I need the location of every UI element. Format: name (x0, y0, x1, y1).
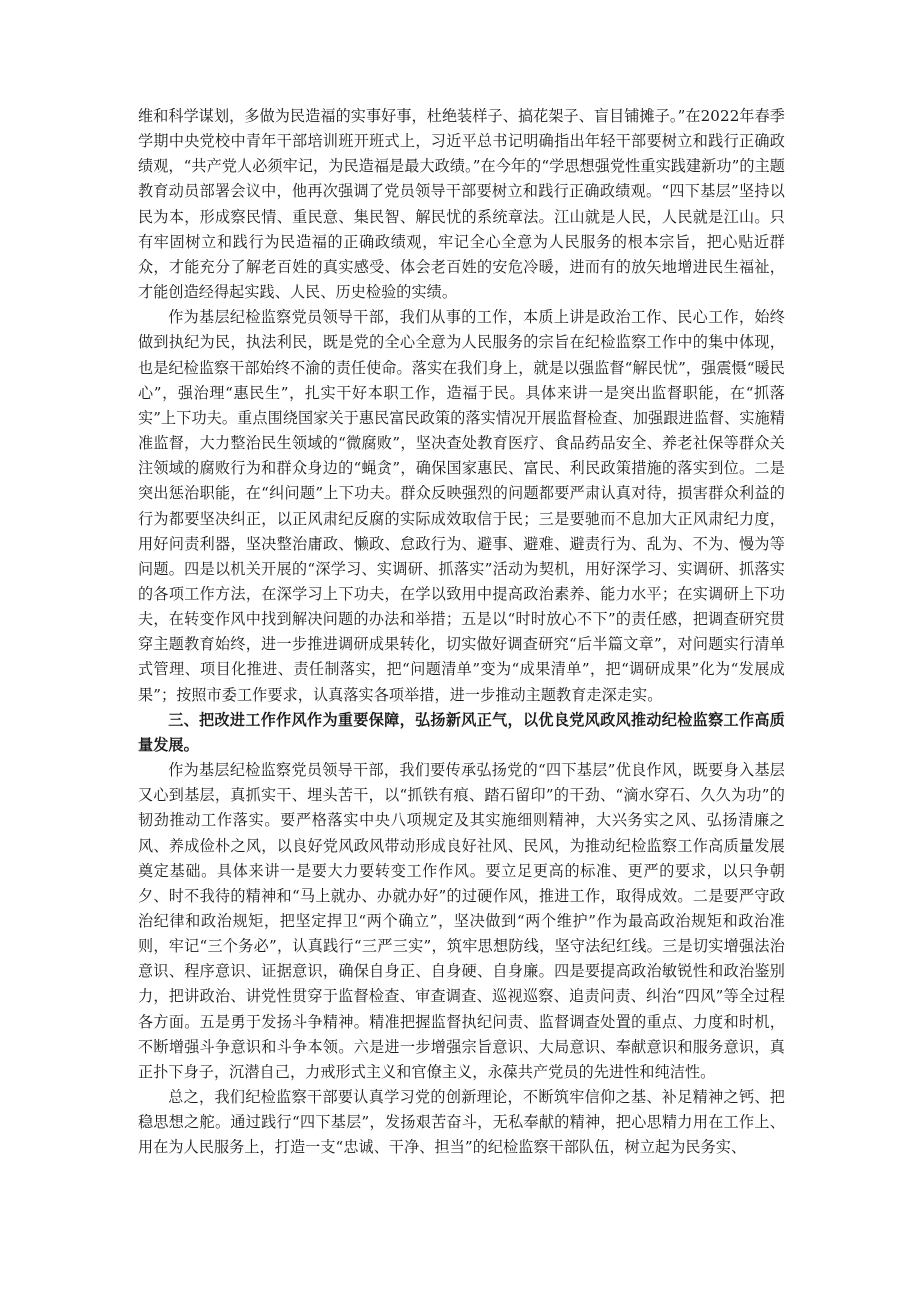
paragraph-work-style: 作为基层纪检监察党员领导干部，我们要传承弘扬党的“四下基层”优良作风，既要身入基层又心到基层，真抓实干、埋头苦干，以“抓铁有痕、踏石留印”的干劲、“滴水穿石、久久为功”的韧劲推动工作落实。要严格落实中央八项规定及其实施细则精神，大兴务实之风、弘扬清廉之风、养成俭朴之风，以良好党风政风带动形成良好社风、民风，为推动纪检监察工作高质量发展奠定基础。具体来讲一是要大力要转变工作作风。要立足更高的标准、更严的要求，以只争朝夕、时不我待的精神和“马上就办、办就办好”的过硬作风，推进工作，取得成效。二是要严守政治纪律和政治规矩，把坚定捍卫“两个确立”，坚决做到“两个维护”作为最高政治规矩和政治准则，牢记“三个务必”，认真践行“三严三实”，筑牢思想防线，坚守法纪红线。三是切实增强法治意识、程序意识、证据意识，确保自身正、自身硬、自身廉。四是要提高政治敏锐性和政治鉴别力，把讲政治、讲党性贯穿于监督检查、审查调查、巡视巡察、追责问责、纠治“四风”等全过程各方面。五是勇于发扬斗争精神。精准把握监督执纪问责、监督调查处置的重点、力度和时机，不断增强斗争意识和斗争本领。六是进一步增强宗旨意识、大局意识、奉献意识和服务意识，真正扑下身子，沉潜自己，力戒形式主义和官僚主义，永葆共产党员的先进性和纯洁性。 (138, 761, 785, 1081)
paragraph-conclusion: 总之，我们纪检监察干部要认真学习党的创新理论，不断筑牢信仰之基、补足精神之钙、把稳思想之舵。通过践行“四下基层”，发扬艰苦奋斗，无私奉献的精神，把心思精力用在工作上、用在为人民服务上，打造一支“忠诚、干净、担当”的纪检监察干部队伍，树立起为民务实、 (138, 1088, 785, 1157)
paragraph-continuation: 维和科学谋划，多做为民造福的实事好事，杜绝装样子、搞花架子、盲目铺摊子。”在2022年春季学期中央党校中青年干部培训班开班式上，习近平总书记明确指出年轻干部要树立和践行正确政绩观，“共产党人必须牢记，为民造福是最大政绩。”在今年的“学思想强党性重实践建新功”的主题教育动员部署会议中，他再次强调了党员领导干部要树立和践行正确政绩观。“四下基层”坚持以民为本，形成察民情、重民意、集民智、解民忧的系统章法。江山就是人民，人民就是江山。只有牢固树立和践行为民造福的正确政绩观，牢记全心全意为人民服务的根本宗旨，把心贴近群众，才能充分了解老百姓的真实感受、体会老百姓的安危冷暖，进而有的放矢地增进民生福祉，才能创造经得起实践、人民、历史检验的实绩。 (138, 107, 785, 302)
paragraph-duty-of-discipline-cadres: 作为基层纪检监察党员领导干部，我们从事的工作，本质上讲是政治工作、民心工作，始终做到执纪为民，执法利民，既是党的全心全意为人民服务的宗旨在纪检监察工作中的集中体现，也是纪检监察干部始终不渝的责任使命。落实在我们身上，就是以强监督“解民忧”，强震慑“暖民心”，强治理“惠民生”，扎实干好本职工作，造福于民。具体来讲一是突出监督职能，在“抓落实”上下功夫。重点围绕国家关于惠民富民政策的落实情况开展监督检查、加强跟进监督、实施精准监督，大力整治民生领域的“微腐败”，坚决查处教育医疗、食品药品安全、养老社保等群众关注领域的腐败行为和群众身边的“蝇贪”，确保国家惠民、富民、利民政策措施的落实到位。二是突出惩治职能，在“纠问题”上下功夫。群众反映强烈的问题都要严肃认真对待，损害群众利益的行为都要坚决纠正，以正风肃纪反腐的实际成效取信于民；三是要驰而不息加大正风肃纪力度，用好问责利器，坚决整治庸政、懒政、怠政行为、避事、避难、避责行为、乱为、不为、慢为等问题。四是以机关开展的“深学习、实调研、抓落实”活动为契机，用好深学习、实调研、抓落实的各项工作方法，在深学习上下功夫，在学以致用中提高政治素养、能力水平；在实调研上下功夫，在转变作风中找到解决问题的办法和举措；五是以“时时放心不下”的责任感，把调查研究贯穿主题教育始终，进一步推进调研成果转化，切实做好调查研究“后半篇文章”，对问题实行清单式管理、项目化推进、责任制落实，把“问题清单”变为“成果清单”，把“调研成果”化为“发展成果”；按照市委工作要求，认真落实各项举措，进一步推动主题教育走深走实。 (138, 308, 785, 704)
document-page (138, 104, 785, 1161)
section-heading-three: 三、把改进工作作风作为重要保障，弘扬新风正气，以优良党风政风推动纪检监察工作高质量发展。 (138, 710, 785, 754)
